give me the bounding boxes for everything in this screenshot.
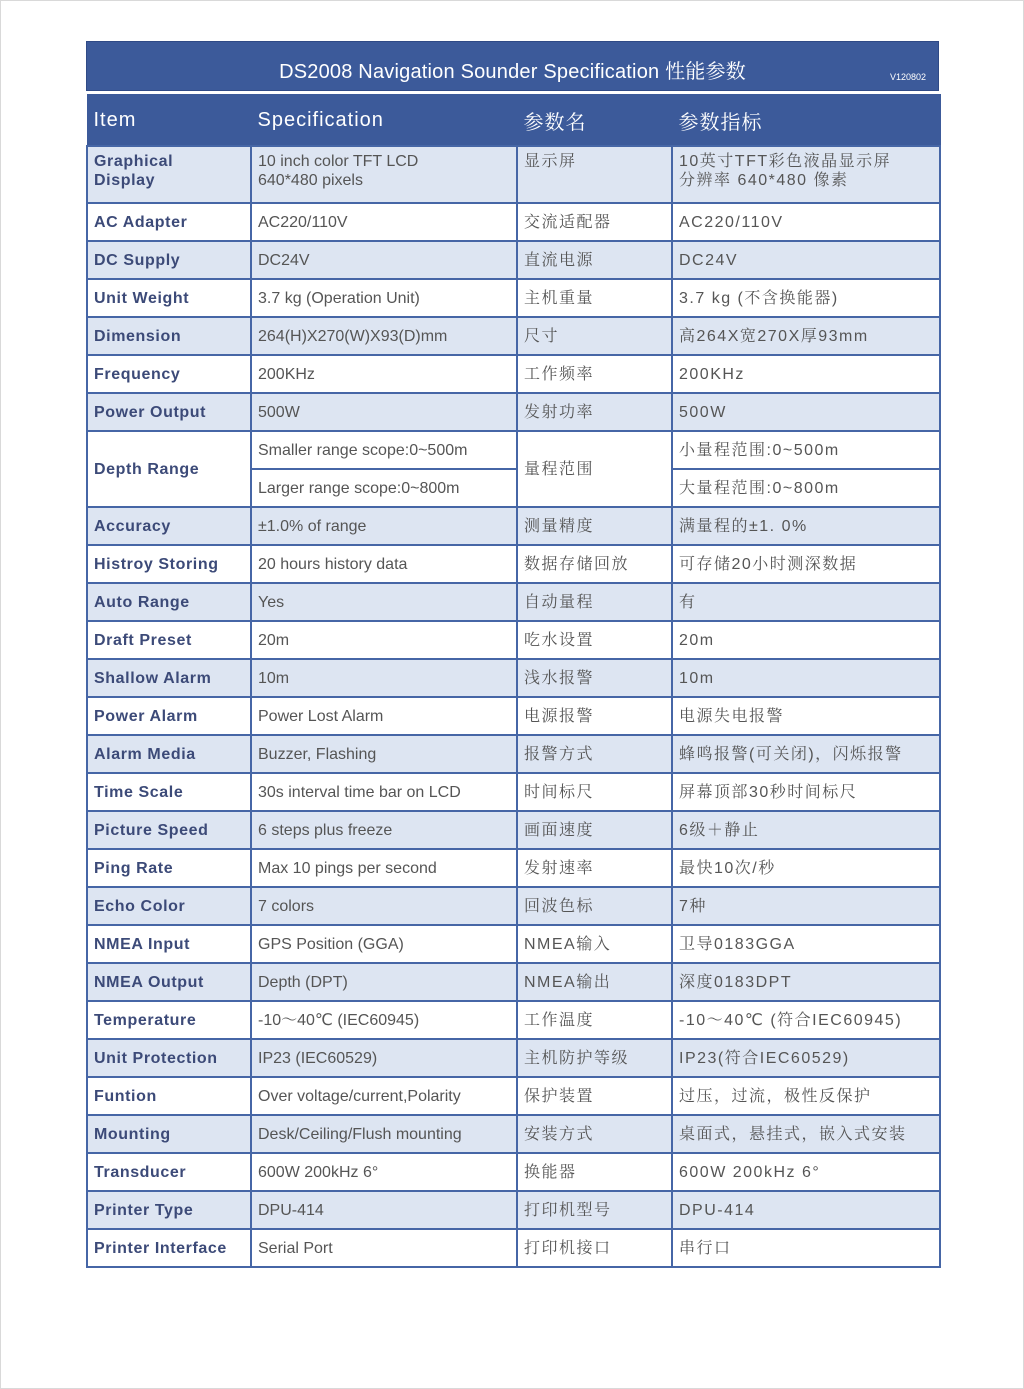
table-row bbox=[87, 1077, 940, 1115]
row-cn-name: 电源报警 bbox=[517, 697, 672, 735]
row-spec: 200KHz bbox=[251, 355, 517, 393]
row-item-label: Graphical Display bbox=[94, 153, 174, 189]
spec-sheet bbox=[86, 41, 939, 1268]
header-specification: Specification bbox=[251, 95, 517, 147]
table-row bbox=[87, 146, 940, 203]
row-cn-name: 保护装置 bbox=[517, 1077, 672, 1115]
row-spec: 20 hours history data bbox=[251, 545, 517, 583]
row-cn-spec: 500W bbox=[672, 393, 940, 431]
row-item: Depth Range bbox=[87, 431, 251, 507]
table-row bbox=[87, 317, 940, 355]
row-cn-name: 测量精度 bbox=[517, 507, 672, 545]
page-title: DS2008 Navigation Sounder Specification 性能参数 bbox=[279, 61, 746, 83]
row-item: Power Output bbox=[87, 393, 251, 431]
row-item: Printer Type bbox=[87, 1191, 251, 1229]
row-cn-name: 画面速度 bbox=[517, 811, 672, 849]
row-cn-spec: 20m bbox=[672, 621, 940, 659]
row-cn-name: 尺寸 bbox=[517, 317, 672, 355]
row-spec: 600W 200kHz 6° bbox=[251, 1153, 517, 1191]
row-item: Histroy Storing bbox=[87, 545, 251, 583]
row-cn-spec: 屏幕顶部30秒时间标尺 bbox=[672, 773, 940, 811]
row-cn-spec: 电源失电报警 bbox=[672, 697, 940, 735]
row-cn-spec: 满量程的±1. 0% bbox=[672, 507, 940, 545]
row-cn-name: 工作温度 bbox=[517, 1001, 672, 1039]
row-item: AC Adapter bbox=[87, 203, 251, 241]
table-row bbox=[87, 773, 940, 811]
row-spec: 6 steps plus freeze bbox=[251, 811, 517, 849]
table-row bbox=[87, 887, 940, 925]
row-item: Frequency bbox=[87, 355, 251, 393]
table-row bbox=[87, 545, 940, 583]
row-cn-spec-line: 10英寸TFT彩色液晶显示屏 bbox=[679, 153, 892, 170]
row-spec: AC220/110V bbox=[251, 203, 517, 241]
row-cn-spec: DPU-414 bbox=[672, 1191, 940, 1229]
row-item: Draft Preset bbox=[87, 621, 251, 659]
table-row bbox=[87, 583, 940, 621]
row-cn-spec: DC24V bbox=[672, 241, 940, 279]
row-spec: 10m bbox=[251, 659, 517, 697]
table-row bbox=[87, 241, 940, 279]
row-item: Mounting bbox=[87, 1115, 251, 1153]
row-spec: 20m bbox=[251, 621, 517, 659]
table-row bbox=[87, 925, 940, 963]
row-cn-spec: 高264X宽270X厚93mm bbox=[672, 317, 940, 355]
row-item: Dimension bbox=[87, 317, 251, 355]
row-cn-name: 安装方式 bbox=[517, 1115, 672, 1153]
row-cn-spec: 最快10次/秒 bbox=[672, 849, 940, 887]
row-spec-line: Smaller range scope:0~500m bbox=[251, 431, 517, 469]
table-row bbox=[87, 1153, 940, 1191]
row-spec-line: Larger range scope:0~800m bbox=[251, 469, 517, 507]
row-cn-name: 显示屏 bbox=[517, 146, 672, 203]
row-cn-spec: 10m bbox=[672, 659, 940, 697]
row-item: Temperature bbox=[87, 1001, 251, 1039]
table-row bbox=[87, 1001, 940, 1039]
row-item: NMEA Input bbox=[87, 925, 251, 963]
row-cn-spec bbox=[672, 146, 940, 203]
table-row bbox=[87, 811, 940, 849]
row-spec: Serial Port bbox=[251, 1229, 517, 1267]
header-item: Item bbox=[87, 95, 251, 147]
table-row bbox=[87, 963, 940, 1001]
row-cn-name: 交流适配器 bbox=[517, 203, 672, 241]
table-row bbox=[87, 735, 940, 773]
row-cn-spec-line: 大量程范围:0~800m bbox=[672, 469, 940, 507]
row-cn-spec-line: 小量程范围:0~500m bbox=[672, 431, 940, 469]
row-cn-spec: 7种 bbox=[672, 887, 940, 925]
row-spec: Max 10 pings per second bbox=[251, 849, 517, 887]
row-cn-spec: 深度0183DPT bbox=[672, 963, 940, 1001]
header-param-value: 参数指标 bbox=[672, 95, 940, 147]
row-item: Transducer bbox=[87, 1153, 251, 1191]
row-cn-name: 换能器 bbox=[517, 1153, 672, 1191]
row-cn-spec: 3.7 kg (不含换能器) bbox=[672, 279, 940, 317]
spec-table bbox=[86, 94, 941, 1268]
row-spec-line: 10 inch color TFT LCD bbox=[258, 153, 419, 170]
table-row bbox=[87, 1115, 940, 1153]
row-spec: 7 colors bbox=[251, 887, 517, 925]
row-item: Ping Rate bbox=[87, 849, 251, 887]
header-param-name: 参数名 bbox=[517, 95, 672, 147]
row-cn-name: 数据存储回放 bbox=[517, 545, 672, 583]
table-row bbox=[87, 1039, 940, 1077]
row-item: Printer Interface bbox=[87, 1229, 251, 1267]
table-row bbox=[87, 849, 940, 887]
row-cn-name: 主机防护等级 bbox=[517, 1039, 672, 1077]
row-cn-spec: 过压，过流，极性反保护 bbox=[672, 1077, 940, 1115]
row-cn-spec: 有 bbox=[672, 583, 940, 621]
row-item: Accuracy bbox=[87, 507, 251, 545]
row-cn-name: 时间标尺 bbox=[517, 773, 672, 811]
table-row bbox=[87, 203, 940, 241]
row-cn-spec: 桌面式，悬挂式，嵌入式安装 bbox=[672, 1115, 940, 1153]
row-cn-name: 报警方式 bbox=[517, 735, 672, 773]
row-spec: DC24V bbox=[251, 241, 517, 279]
row-cn-name: NMEA输出 bbox=[517, 963, 672, 1001]
row-item: NMEA Output bbox=[87, 963, 251, 1001]
row-cn-name: 打印机型号 bbox=[517, 1191, 672, 1229]
table-header-row bbox=[87, 95, 940, 147]
row-cn-spec: 200KHz bbox=[672, 355, 940, 393]
row-item: Unit Weight bbox=[87, 279, 251, 317]
row-cn-name: 发射速率 bbox=[517, 849, 672, 887]
row-spec: 264(H)X270(W)X93(D)mm bbox=[251, 317, 517, 355]
table-row bbox=[87, 507, 940, 545]
row-cn-name: 吃水设置 bbox=[517, 621, 672, 659]
row-spec: 500W bbox=[251, 393, 517, 431]
table-row bbox=[87, 621, 940, 659]
row-spec: IP23 (IEC60529) bbox=[251, 1039, 517, 1077]
row-cn-name: NMEA输入 bbox=[517, 925, 672, 963]
version-label: V120802 bbox=[889, 72, 926, 82]
row-item: Picture Speed bbox=[87, 811, 251, 849]
row-cn-spec: 蜂鸣报警(可关闭)，闪烁报警 bbox=[672, 735, 940, 773]
row-cn-name: 主机重量 bbox=[517, 279, 672, 317]
table-row bbox=[87, 1191, 940, 1229]
table-row bbox=[87, 279, 940, 317]
row-spec: 30s interval time bar on LCD bbox=[251, 773, 517, 811]
row-cn-spec: 600W 200kHz 6° bbox=[672, 1153, 940, 1191]
row-cn-spec: 卫导0183GGA bbox=[672, 925, 940, 963]
row-cn-spec: IP23(符合IEC60529) bbox=[672, 1039, 940, 1077]
row-cn-spec: 串行口 bbox=[672, 1229, 940, 1267]
row-item: Time Scale bbox=[87, 773, 251, 811]
row-cn-name: 发射功率 bbox=[517, 393, 672, 431]
row-item: Echo Color bbox=[87, 887, 251, 925]
row-cn-spec: 可存储20小时测深数据 bbox=[672, 545, 940, 583]
title-bar bbox=[86, 41, 939, 91]
spec-table-body bbox=[87, 146, 940, 1267]
row-spec: Over voltage/current,Polarity bbox=[251, 1077, 517, 1115]
row-item: Alarm Media bbox=[87, 735, 251, 773]
row-cn-name: 直流电源 bbox=[517, 241, 672, 279]
row-item: DC Supply bbox=[87, 241, 251, 279]
row-item: Unit Protection bbox=[87, 1039, 251, 1077]
row-spec: Power Lost Alarm bbox=[251, 697, 517, 735]
row-spec: Yes bbox=[251, 583, 517, 621]
table-row bbox=[87, 393, 940, 431]
row-spec-line: 640*480 pixels bbox=[258, 172, 363, 189]
table-row bbox=[87, 697, 940, 735]
row-cn-name: 量程范围 bbox=[517, 431, 672, 507]
table-row bbox=[87, 659, 940, 697]
row-spec: 3.7 kg (Operation Unit) bbox=[251, 279, 517, 317]
row-spec: Desk/Ceiling/Flush mounting bbox=[251, 1115, 517, 1153]
row-item: Auto Range bbox=[87, 583, 251, 621]
row-cn-name: 工作频率 bbox=[517, 355, 672, 393]
row-spec: -10～40℃ (IEC60945) bbox=[251, 1001, 517, 1039]
row-cn-name: 打印机接口 bbox=[517, 1229, 672, 1267]
row-spec: Depth (DPT) bbox=[251, 963, 517, 1001]
table-row bbox=[87, 431, 940, 469]
row-item: Power Alarm bbox=[87, 697, 251, 735]
row-spec: ±1.0% of range bbox=[251, 507, 517, 545]
row-spec: DPU-414 bbox=[251, 1191, 517, 1229]
row-cn-name: 回波色标 bbox=[517, 887, 672, 925]
row-item: Shallow Alarm bbox=[87, 659, 251, 697]
row-spec bbox=[251, 146, 517, 203]
row-cn-spec: AC220/110V bbox=[672, 203, 940, 241]
row-cn-spec: -10～40℃ (符合IEC60945) bbox=[672, 1001, 940, 1039]
row-cn-spec: 6级＋静止 bbox=[672, 811, 940, 849]
row-spec: GPS Position (GGA) bbox=[251, 925, 517, 963]
row-spec: Buzzer, Flashing bbox=[251, 735, 517, 773]
row-item bbox=[87, 146, 251, 203]
row-cn-name: 浅水报警 bbox=[517, 659, 672, 697]
table-row bbox=[87, 355, 940, 393]
row-cn-spec-line: 分辨率 640*480 像素 bbox=[679, 172, 849, 189]
row-item: Funtion bbox=[87, 1077, 251, 1115]
row-cn-name: 自动量程 bbox=[517, 583, 672, 621]
table-row bbox=[87, 1229, 940, 1267]
